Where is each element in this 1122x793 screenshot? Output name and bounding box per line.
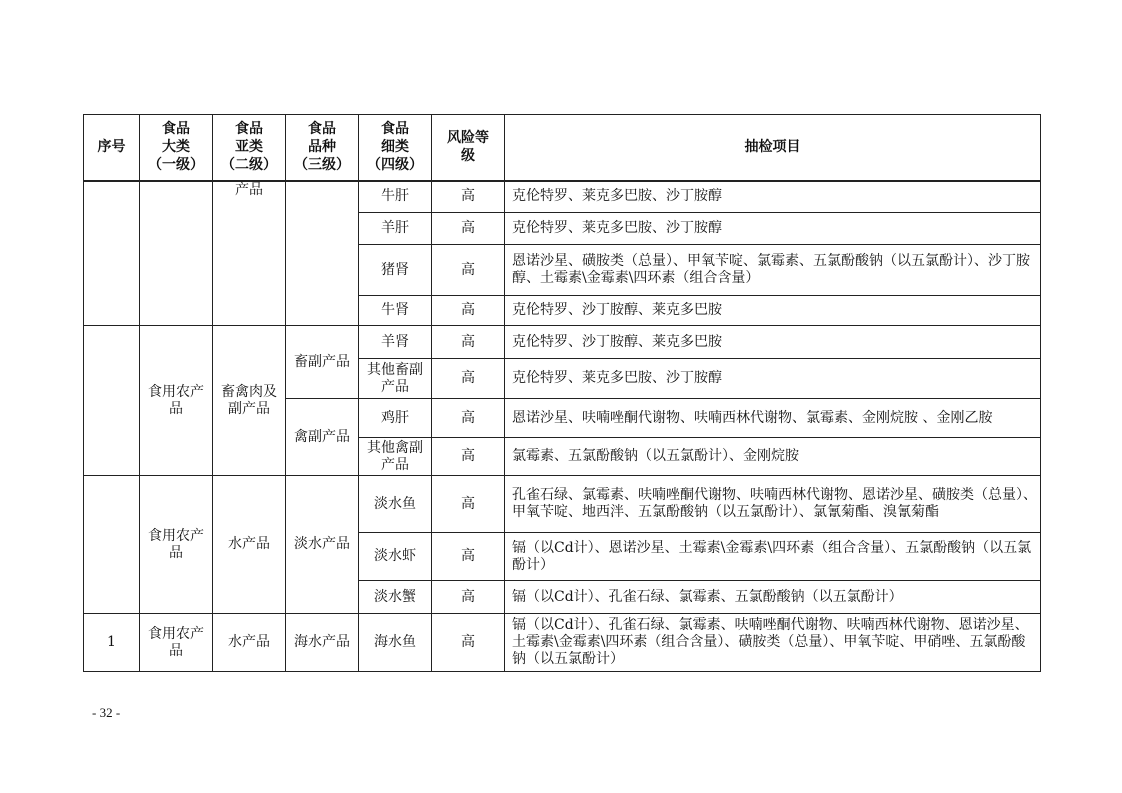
risk-cell: 高 <box>432 438 505 476</box>
cat4-cell: 淡水虾 <box>359 533 432 581</box>
items-cell: 恩诺沙星、磺胺类（总量）、甲氧苄啶、氯霉素、五氯酚酸钠（以五氯酚计）、沙丁胺醇、土霉素\金霉素\四环素（组合含量） <box>505 245 1041 296</box>
cat3-cell: 畜副产品 <box>286 326 359 399</box>
risk-cell: 高 <box>432 296 505 326</box>
seq-cell <box>84 476 140 614</box>
risk-cell: 高 <box>432 359 505 399</box>
header-cat4: 食品 细类 （四级） <box>359 115 432 181</box>
table-row <box>84 181 1041 213</box>
table-row <box>84 614 1041 672</box>
cat2-cell: 产品 <box>213 181 286 326</box>
items-cell: 镉（以Cd计）、孔雀石绿、氯霉素、呋喃唑酮代谢物、呋喃西林代谢物、恩诺沙星、土霉素\金霉素\四环素（组合含量）、磺胺类（总量）、甲氧苄啶、甲硝唑、五氯酚酸钠（以五氯酚计） <box>505 614 1041 672</box>
page-number: - 32 - <box>92 705 121 720</box>
cat4-cell: 牛肝 <box>359 181 432 213</box>
cat4-cell: 羊肝 <box>359 213 432 245</box>
items-cell: 镉（以Cd计）、恩诺沙星、土霉素\金霉素\四环素（组合含量）、五氯酚酸钠（以五氯酚计） <box>505 533 1041 581</box>
risk-cell: 高 <box>432 245 505 296</box>
cat1-cell: 食用农产品 <box>140 614 213 672</box>
cat3-cell: 禽副产品 <box>286 399 359 476</box>
header-cat3: 食品 品种 （三级） <box>286 115 359 181</box>
items-cell: 克伦特罗、沙丁胺醇、莱克多巴胺 <box>505 296 1041 326</box>
table-row <box>84 476 1041 533</box>
seq-cell: 1 <box>84 614 140 672</box>
risk-cell: 高 <box>432 533 505 581</box>
risk-cell: 高 <box>432 213 505 245</box>
cat4-cell: 淡水蟹 <box>359 581 432 614</box>
risk-cell: 高 <box>432 581 505 614</box>
header-cat1: 食品 大类 （一级） <box>140 115 213 181</box>
cat4-cell: 其他畜副产品 <box>359 359 432 399</box>
items-cell: 克伦特罗、莱克多巴胺、沙丁胺醇 <box>505 181 1041 213</box>
cat4-cell: 羊肾 <box>359 326 432 359</box>
items-cell: 恩诺沙星、呋喃唑酮代谢物、呋喃西林代谢物、氯霉素、金刚烷胺 、金刚乙胺 <box>505 399 1041 438</box>
header-risk: 风险等 级 <box>432 115 505 181</box>
cat3-cell <box>286 181 359 326</box>
cat4-cell: 淡水鱼 <box>359 476 432 533</box>
header-row <box>84 115 1041 181</box>
risk-cell: 高 <box>432 181 505 213</box>
cat4-cell: 鸡肝 <box>359 399 432 438</box>
risk-cell: 高 <box>432 326 505 359</box>
cat4-cell: 海水鱼 <box>359 614 432 672</box>
cat4-cell: 猪肾 <box>359 245 432 296</box>
items-cell: 克伦特罗、莱克多巴胺、沙丁胺醇 <box>505 213 1041 245</box>
seq-cell <box>84 181 140 326</box>
cat1-cell <box>140 181 213 326</box>
cat2-cell: 水产品 <box>213 614 286 672</box>
table-row <box>84 326 1041 359</box>
cat4-cell: 其他禽副产品 <box>359 438 432 476</box>
cat1-cell: 食用农产品 <box>140 326 213 476</box>
cat3-cell: 淡水产品 <box>286 476 359 614</box>
items-cell: 氯霉素、五氯酚酸钠（以五氯酚计）、金刚烷胺 <box>505 438 1041 476</box>
risk-cell: 高 <box>432 476 505 533</box>
items-cell: 克伦特罗、莱克多巴胺、沙丁胺醇 <box>505 359 1041 399</box>
cat1-cell: 食用农产品 <box>140 476 213 614</box>
risk-cell: 高 <box>432 399 505 438</box>
header-cat2: 食品 亚类 （二级） <box>213 115 286 181</box>
items-cell: 镉（以Cd计）、孔雀石绿、氯霉素、五氯酚酸钠（以五氯酚计） <box>505 581 1041 614</box>
cat3-cell: 海水产品 <box>286 614 359 672</box>
inspection-table <box>83 114 1041 672</box>
items-cell: 克伦特罗、沙丁胺醇、莱克多巴胺 <box>505 326 1041 359</box>
seq-cell <box>84 326 140 476</box>
items-cell: 孔雀石绿、氯霉素、呋喃唑酮代谢物、呋喃西林代谢物、恩诺沙星、磺胺类（总量）、甲氧苄啶、地西泮、五氯酚酸钠（以五氯酚计）、氯氰菊酯、溴氰菊酯 <box>505 476 1041 533</box>
cat4-cell: 牛肾 <box>359 296 432 326</box>
header-seq: 序号 <box>84 115 140 181</box>
header-items: 抽检项目 <box>505 115 1041 181</box>
cat2-cell: 水产品 <box>213 476 286 614</box>
cat2-cell: 畜禽肉及副产品 <box>213 326 286 476</box>
risk-cell: 高 <box>432 614 505 672</box>
